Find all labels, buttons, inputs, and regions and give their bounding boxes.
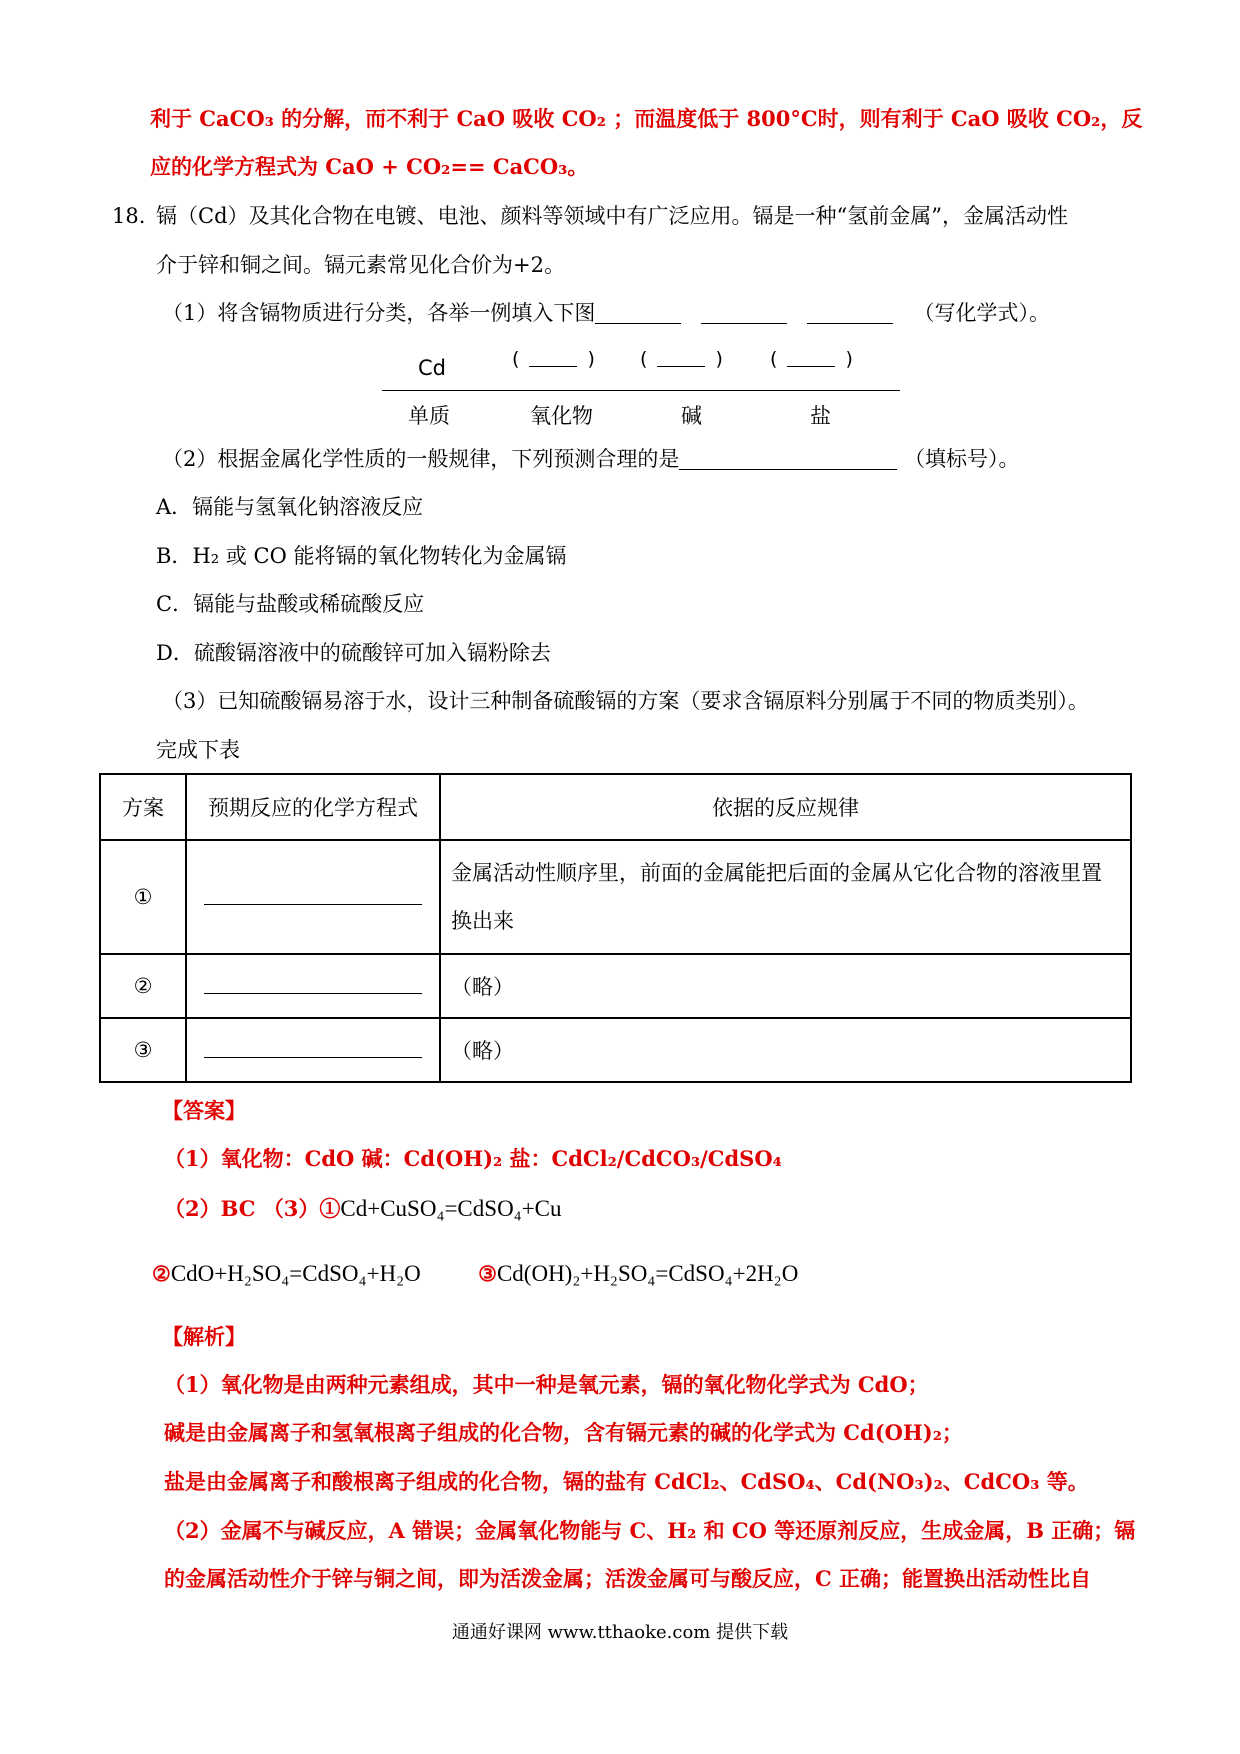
classification-diagram <box>382 348 902 430</box>
analysis-line-1: （1）氧化物是由两种元素组成，其中一种是氧元素，镉的氧化物化学式为 CdO； <box>164 1372 929 1397</box>
plan-id: ③ <box>100 1018 186 1082</box>
category-label: 单质 <box>408 404 450 428</box>
category-label: 氧化物 <box>530 404 593 428</box>
analysis-line-2: 碱是由金属离子和氢氧根离子组成的化合物，含有镉元素的碱的化学式为 Cd(OH)₂； <box>164 1420 963 1445</box>
equation-2: CdO+H₂SO₄=CdSO₄+H₂O <box>170 1261 421 1286</box>
part2-suffix: （填标号）。 <box>904 447 1020 471</box>
plan-id: ② <box>100 954 186 1018</box>
analysis-line-3: 盐是由金属离子和酸根离子组成的化合物，镉的盐有 CdCl₂、CdSO₄、Cd(NO₃)₂、CdCO₃ 等。 <box>164 1469 1089 1494</box>
marker-3: ③ <box>478 1261 497 1286</box>
part3-prompt: （3）已知硫酸镉易溶于水，设计三种制备硫酸镉的方案（要求含镉原料分别属于不同的物质类别）。 <box>162 689 1089 713</box>
plan-table <box>99 773 1132 1083</box>
question-number: 18. <box>112 204 146 228</box>
marker-2: ② <box>152 1261 171 1286</box>
oxide-slot[interactable]: ( ) <box>512 348 595 370</box>
equation-blank[interactable] <box>204 973 422 994</box>
part2-prompt <box>162 444 1020 474</box>
table-header-row <box>100 774 1131 840</box>
equation-cell[interactable] <box>186 840 440 954</box>
analysis-line-5: 的金属活动性介于锌与铜之间，即为活泼金属；活泼金属可与酸反应，C 正确；能置换出活动性比自 <box>164 1566 1092 1591</box>
rule-text: （略） <box>440 954 1131 1018</box>
answer-line-3 <box>152 1259 798 1289</box>
answer-blank[interactable] <box>807 303 893 324</box>
table-row <box>100 1018 1131 1082</box>
category-label: 盐 <box>810 404 831 428</box>
answer-continuation-line-1: 利于 CaCO₃ 的分解，而不利于 CaO 吸收 CO₂ ；而温度低于 800°C时，则有利于 CaO 吸收 CO₂，反 <box>150 106 1143 131</box>
option-a: A．镉能与氢氧化钠溶液反应 <box>156 495 424 519</box>
header-equation: 预期反应的化学方程式 <box>186 774 440 840</box>
equation-3: Cd(OH)₂+H₂SO₄=CdSO₄+2H₂O <box>496 1261 799 1286</box>
part1-suffix: （写化学式）。 <box>913 301 1050 325</box>
rule-text-cont: 换出来 <box>451 909 514 933</box>
answer-heading: 【答案】 <box>162 1098 246 1123</box>
equation-cell[interactable] <box>186 1018 440 1082</box>
equation-1: Cd+CuSO₄=CdSO₄+Cu <box>340 1196 562 1221</box>
base-slot[interactable]: ( ) <box>640 348 723 370</box>
page-footer: 通通好课网 www.tthaoke.com 提供下载 <box>451 1622 789 1643</box>
analysis-heading: 【解析】 <box>162 1324 246 1349</box>
rule-text: （略） <box>440 1018 1131 1082</box>
rule-text: 金属活动性顺序里，前面的金属能把后面的金属从它化合物的溶液里置 <box>451 861 1102 885</box>
part2-prefix: （2）根据金属化学性质的一般规律，下列预测合理的是 <box>162 447 680 471</box>
table-row <box>100 954 1131 1018</box>
answer-line-2 <box>164 1194 562 1224</box>
equation-blank[interactable] <box>204 884 422 905</box>
answer-blank[interactable] <box>679 449 897 470</box>
answer-blank[interactable] <box>595 303 681 324</box>
part1-prompt <box>162 298 1050 328</box>
option-b: B．H₂ 或 CO 能将镉的氧化物转化为金属镉 <box>156 544 567 568</box>
equation-cell[interactable] <box>186 954 440 1018</box>
element-symbol: Cd <box>418 356 446 380</box>
plan-id: ① <box>100 840 186 954</box>
equation-blank[interactable] <box>204 1037 422 1058</box>
analysis-line-4: （2）金属不与碱反应，A 错误；金属氧化物能与 C、H₂ 和 CO 等还原剂反应，生成金属，B 正确；镉 <box>164 1518 1136 1543</box>
header-rule: 依据的反应规律 <box>440 774 1131 840</box>
part1-prefix: （1）将含镉物质进行分类，各举一例填入下图 <box>162 301 596 325</box>
category-axis <box>382 390 900 391</box>
option-d: D．硫酸镉溶液中的硫酸锌可加入镉粉除去 <box>156 641 551 665</box>
header-plan: 方案 <box>100 774 186 840</box>
rule-cell <box>440 840 1131 954</box>
answer-line-1: （1）氧化物：CdO 碱：Cd(OH)₂ 盐：CdCl₂/CdCO₃/CdSO₄ <box>164 1146 782 1171</box>
answer-blank[interactable] <box>701 303 787 324</box>
answer-2-prefix: （2）BC （3）① <box>164 1196 341 1221</box>
part3-instruction: 完成下表 <box>156 738 240 762</box>
option-c: C．镉能与盐酸或稀硫酸反应 <box>156 592 425 616</box>
question-stem-line-2: 介于锌和铜之间。镉元素常见化合价为+2。 <box>156 253 565 277</box>
category-label: 碱 <box>681 404 702 428</box>
question-stem-line-1: 镉（Cd）及其化合物在电镀、电池、颜料等领域中有广泛应用。镉是一种“氢前金属”，金属活动性 <box>156 204 1068 228</box>
salt-slot[interactable]: ( ) <box>770 348 853 370</box>
table-row <box>100 840 1131 954</box>
answer-continuation-line-2: 应的化学方程式为 CaO + CO₂== CaCO₃。 <box>150 154 589 179</box>
